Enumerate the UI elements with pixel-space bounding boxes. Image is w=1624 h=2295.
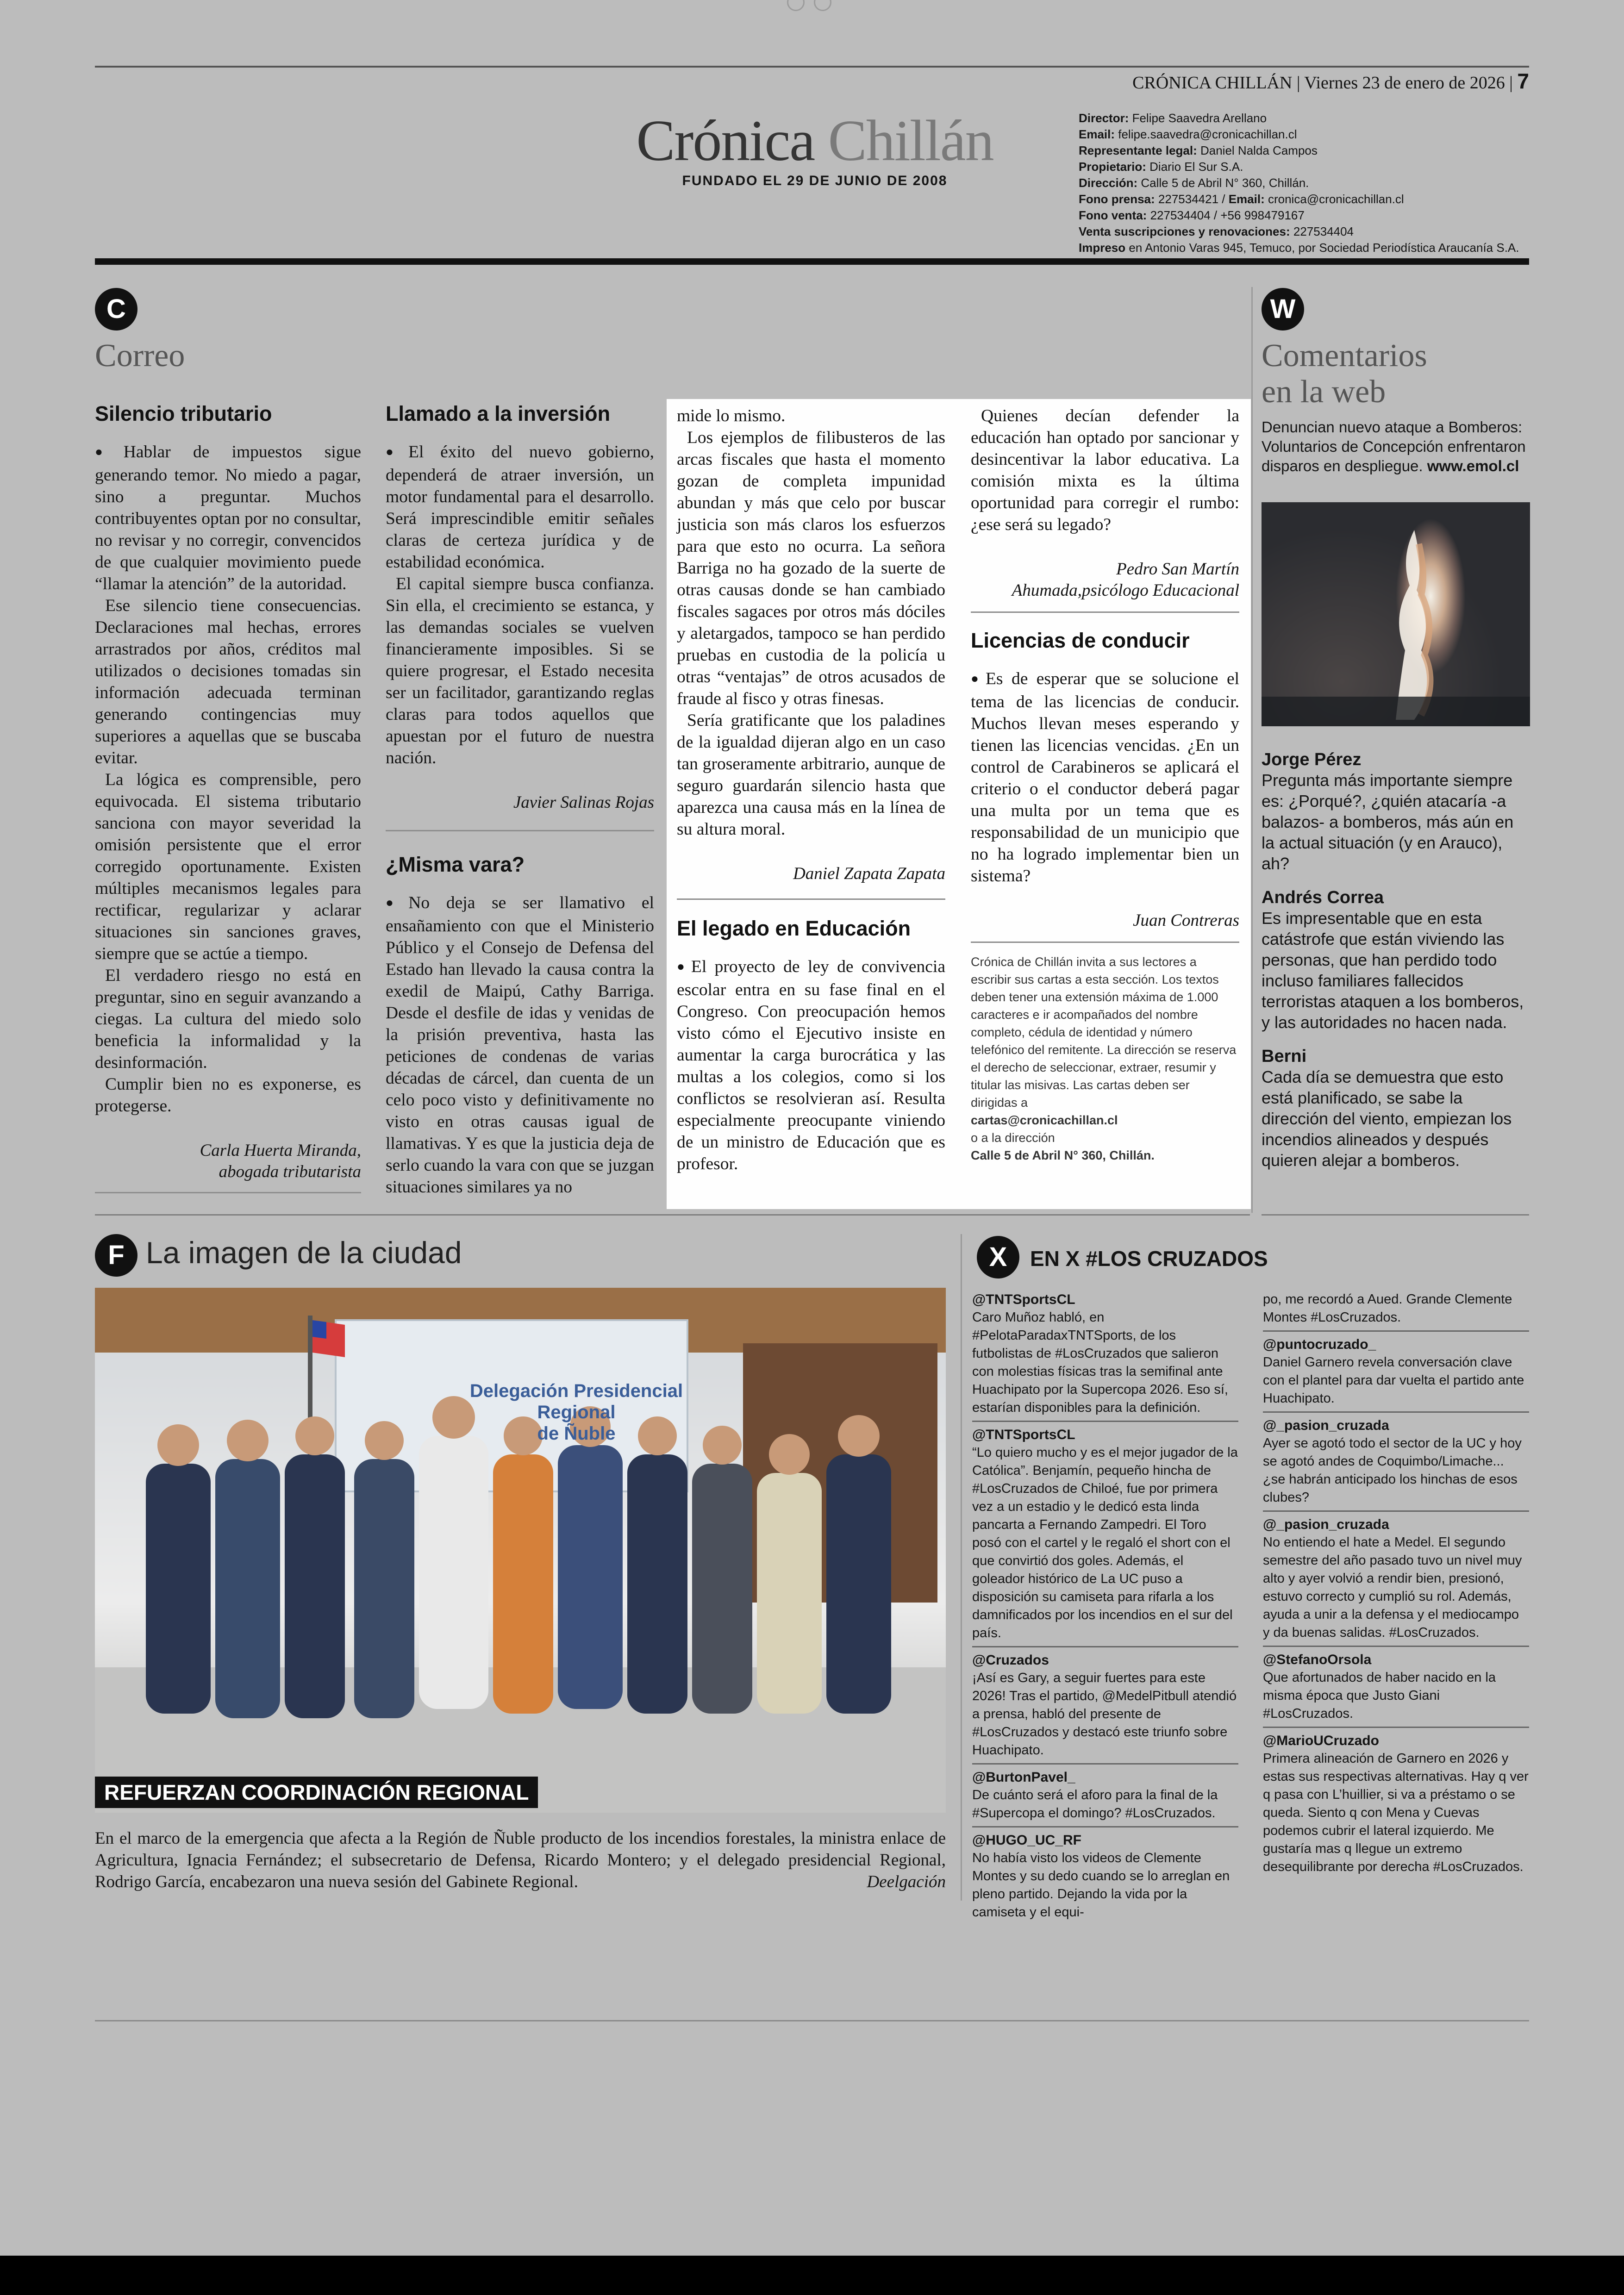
credit-line — [1079, 126, 1532, 143]
submission-note: Crónica de Chillán invita a sus lectores a escribir sus cartas a esta sección. Los textos deben tener una extensión máxima de 1.000 caracteres e ir acompañados del nombre completo, cédula de identidad y número telefónico del remitente. La dirección se reserva el derecho de seleccionar, extraer, resumir y titular las misivas. Las cartas deben ser dirigidas a cartas@cronicachillan.cl o a la dirección Calle 5 de Abril N° 360, Chillán. — [971, 955, 1237, 1162]
tweet-user[interactable]: @TNTSportsCL — [972, 1292, 1075, 1307]
credit-label: Dirección: — [1079, 176, 1141, 190]
letter-signature: Pedro San Martín Ahumada,psicólogo Educacional — [1012, 560, 1239, 600]
tweet-user[interactable]: @BurtonPavel_ — [972, 1770, 1075, 1785]
tweet-text: ¡Así es Gary, a seguir fuertes para este 2026! Tras el partido, @MedelPitbull atendió a prensa, habló del presente de #LosCruzados y destacó este triunfo sobre Huachipato. — [972, 1671, 1237, 1758]
letter-title: Licencias de conducir — [971, 629, 1190, 652]
letter-signature: Javier Salinas Rojas — [513, 793, 654, 812]
letter-title: ¿Misma vara? — [386, 853, 525, 876]
x-feed-column-2 — [1263, 1291, 1529, 1876]
credit-line — [1079, 191, 1532, 207]
letter-llamado — [386, 403, 654, 1198]
tweet-user[interactable]: @StefanoOrsola — [1263, 1652, 1372, 1667]
tweet-user[interactable]: @TNTSportsCL — [972, 1427, 1075, 1442]
column-rule — [971, 942, 1239, 943]
letter-misma-continued — [677, 405, 945, 1175]
credit-line — [1079, 175, 1532, 191]
x-feed-column-1 — [972, 1291, 1238, 1921]
photo-banner-text: Delegación Presidencial Regional de Ñuble — [469, 1381, 683, 1444]
photo-credit: Deelgación — [867, 1872, 946, 1891]
column-rule — [386, 830, 654, 831]
credit-value: 227534404 / +56 998479167 — [1150, 208, 1305, 222]
bottom-rule — [95, 2020, 1529, 2021]
tweet-divider — [1263, 1646, 1529, 1647]
credit-line — [1079, 240, 1532, 256]
tweet-user[interactable]: @_pasion_cruzada — [1263, 1418, 1389, 1433]
letter-paragraph: ● El proyecto de ley de convivencia escolar entra en su fase final en el Congreso. Con preocupación hemos visto cómo el Ejecutivo insiste en aumentar la carga burocrática y las multas a los colegios, como si los conflictos se resolvieran así. Resulta especialmente preocupante viniendo de un ministro de Educación que es profesor. — [677, 956, 945, 1175]
credit-label: Email: — [1228, 192, 1268, 206]
tweet-divider — [1263, 1510, 1529, 1512]
letter-paragraph: La lógica es comprensible, pero equivocada. El sistema tributario sanciona con mayor severidad la omisión persistente que el error corregido oportunamente. Existen múltiples mecanismos legales para rectificar, regularizar y aclarar situaciones sin sanciones graves, siempre que se actúe a tiempo. — [95, 770, 361, 963]
letter-signature: Juan Contreras — [1133, 911, 1239, 930]
letter-paragraph: Los ejemplos de filibusteros de las arcas fiscales que hasta el momento gozan de completa impunidad abundan y más que celo por buscar justicia son más claros los esfuerzos para que esto no ocurra. La señora Barriga no ha gozado de la suerte de otras causas donde se han cambiado fiscales sagaces por otros más dóciles y aletargados, tampoco se han perdido pruebas en custodia de la policía u otras “ventajas” de otros acusados de fraude al fisco y otras finesas. — [677, 428, 945, 708]
x-badge: X — [977, 1236, 1019, 1278]
comentarios-list — [1262, 418, 1530, 476]
city-photo — [95, 1288, 946, 1813]
letter-paragraph: ● El éxito del nuevo gobierno, dependerá de atraer inversión, un motor fundamental para el desarrollo. Será imprescindible emitir señales claras de certeza jurídica y de estabilidad económica. — [386, 441, 654, 573]
tweet-divider — [972, 1646, 1238, 1647]
comment-author: Andrés Correa — [1262, 888, 1384, 907]
letter-paragraph: El capital siempre busca confianza. Sin ella, el crecimiento se estanca, y las demandas sociales se vuelven financieramente imposibles. Si se quiere progresar, el Estado necesita ser un facilitador, garantizando reglas claras para todos aquellos que apuestan por el futuro de nuestra nación. — [386, 574, 654, 767]
letter-body — [971, 405, 1239, 536]
column-divider — [961, 1234, 962, 1901]
photo-caption-bar: REFUERZAN COORDINACIÓN REGIONAL — [95, 1777, 538, 1808]
letter-paragraph: ● Es de esperar que se solucione el tema de las licencias de conducir. Muchos llevan meses esperando y tienen las licencias vencidas. ¿En un control de Carabineros se aplicará el criterio o el conductor deberá pagar una multa por un tema que es responsabilidad de un municipio que no ha logrado implementar bien un sistema? — [971, 668, 1239, 887]
photo-caption: En el marco de la emergencia que afecta a la Región de Ñuble producto de los incendios forestales, la ministra enlace de Agricultura, Ignacia Fernández; el subsecretario de Defensa, Ricardo Montero; y el delegado presidencial Regional, Rodrigo García, encabezaron una nueva sesión del Gabinete Regional. Deelgación — [95, 1827, 946, 1893]
comment-text: Cada día se demuestra que esto está planificado, se sabe la dirección del viento, empiezan los incendios alineados y después quieren alejar a bomberos. — [1262, 1067, 1512, 1170]
staff-credits — [1079, 110, 1532, 256]
credit-value: Felipe Saavedra Arellano — [1132, 111, 1267, 125]
masthead-logo — [630, 111, 1000, 189]
credit-value: 227534421 / — [1158, 192, 1229, 206]
bullet-icon — [677, 957, 691, 976]
letter-body — [95, 441, 361, 1117]
tweet-user[interactable]: @puntocruzado_ — [1263, 1337, 1376, 1352]
credit-value: felipe.saavedra@cronicachillan.cl — [1118, 127, 1297, 141]
correo-badge: C — [95, 288, 137, 331]
credit-label: Director: — [1079, 111, 1132, 125]
letter-signature: Daniel Zapata Zapata — [793, 864, 945, 883]
credit-label: Fono prensa: — [1079, 192, 1158, 206]
letter-body — [677, 405, 945, 840]
letter-title: Silencio tributario — [95, 402, 272, 425]
column-rule — [971, 611, 1239, 613]
comment-author: Berni — [1262, 1047, 1307, 1066]
comentarios-lead: Denuncian nuevo ataque a Bomberos: Voluntarios de Concepción enfrentaron disparos en despliegue. www.emol.cl — [1262, 418, 1526, 474]
section-rule — [95, 1214, 1250, 1216]
comentarios-badge: W — [1262, 288, 1304, 331]
next-dot[interactable] — [814, 0, 831, 11]
header-date: Viernes 23 de enero de 2026 — [1304, 73, 1505, 93]
credit-line — [1079, 224, 1532, 240]
tweet-text: Ayer se agotó todo el sector de la UC y hoy se agotó andes de Coquimbo/Limache... ¿se habrán anticipado los hinchas de esos clubes? — [1263, 1436, 1522, 1505]
city-photo-illustration — [95, 1288, 946, 1813]
tweet-text: Daniel Garnero revela conversación clave con el plantel para dar vuelta el partido ante Huachipato. — [1263, 1355, 1524, 1406]
tweet-text: No había visto los videos de Clemente Montes y su dedo cuando se lo arreglan en pleno partido. Dejando la vida por la camiseta y el equi- — [972, 1851, 1230, 1920]
credit-value: cronica@cronicachillan.cl — [1268, 192, 1404, 206]
credit-line — [1079, 207, 1532, 224]
fire-photo-illustration — [1262, 502, 1530, 726]
logo-word-1: Crónica — [636, 109, 815, 173]
letter-signature: Carla Huerta Miranda, abogada tributarista — [200, 1141, 361, 1181]
letter-paragraph: ● Hablar de impuestos sigue generando temor. No miedo a pagar, sino a preguntar. Muchos contribuyentes optan por no consultar, no revisar y no corregir, convencidos de que cualquier movimiento puede “llamar la atención” de la autoridad. — [95, 441, 361, 595]
credit-label: Fono venta: — [1079, 208, 1150, 222]
tweet-text: “Lo quiero mucho y es el mejor jugador de la Católica”. Benjamín, pequeño hincha de #LosCruzados de Chiloé, fue por primera vez a un estadio y le dedicó esta linda pancarta a Fernando Zampedri. El Toro posó con el cartel y le regaló el short con el que convirtió dos goles. Además, el goleador histórico de La UC puso a disposición su camiseta para rifarla a los damnificados por los incendios en el sur del país. — [972, 1445, 1238, 1640]
letter-legado-continued — [971, 405, 1239, 1164]
tweet-continuation: po, me recordó a Aued. Grande Clemente Montes #LosCruzados. — [1263, 1292, 1512, 1325]
comment-text: Pregunta más importante siempre es: ¿Porqué?, ¿quién atacaría -a balazos- a bomberos, más aún en la actual situación (y en Arauco), ah? — [1262, 771, 1514, 873]
credit-value: Calle 5 de Abril N° 360, Chillán. — [1141, 176, 1309, 190]
tweet-user[interactable]: @HUGO_UC_RF — [972, 1833, 1081, 1848]
section-rule — [1262, 1214, 1529, 1216]
letter-body — [386, 441, 654, 769]
masthead-rule — [95, 258, 1529, 265]
credit-value: Daniel Nalda Campos — [1200, 143, 1318, 157]
letter-body — [386, 892, 654, 1198]
comment-author: Jorge Pérez — [1262, 750, 1362, 769]
comentarios-items — [1262, 740, 1530, 1185]
fire-photo — [1262, 502, 1530, 726]
bullet-icon — [971, 669, 986, 688]
letter-paragraph: El verdadero riesgo no está en preguntar, sino en seguir avanzando a ciegas. La cultura del miedo solo beneficia la informalidad y la desinformación. — [95, 966, 361, 1072]
credit-label: Representante legal: — [1079, 143, 1200, 157]
comment-text: Es impresentable que en esta catástrofe que están viviendo las personas, que han perdido todo incluso familiares fallecidos terroristas ataquen a los bomberos, y las autoridades no hacen nada. — [1262, 909, 1524, 1032]
letter-paragraph: ● No deja se ser llamativo el ensañamiento con que el Ministerio Público y el Consejo de Defensa del Estado han llevado la causa contra la exedil de Maipú, Cathy Barriga. Desde el desfile de idas y venidas de la prisión preventiva, hasta las peticiones de condenas de varias décadas de cárcel, dan cuenta de un celo poco visto y definitivamente no visto en otras causas igual de llamativas. Y es que la justicia deja de serlo cuando la vara con que se juzgan situaciones similares ya no — [386, 892, 654, 1198]
credit-line — [1079, 110, 1532, 126]
credit-value: 227534404 — [1293, 225, 1354, 238]
submission-address: Calle 5 de Abril N° 360, Chillán. — [971, 1148, 1155, 1162]
imagen-title: La imagen de la ciudad — [146, 1235, 462, 1270]
tweet-text: Que afortunados de haber nacido en la misma época que Justo Giani #LosCruzados. — [1263, 1670, 1496, 1721]
tweet-user[interactable]: @_pasion_cruzada — [1263, 1517, 1389, 1532]
letter-paragraph: mide lo mismo. — [677, 406, 786, 425]
page-nav-dots[interactable] — [782, 0, 843, 12]
letter-body — [677, 956, 945, 1175]
correo-title: Correo — [95, 338, 185, 374]
tweet-user[interactable]: @MarioUCruzado — [1263, 1733, 1379, 1748]
submission-email[interactable]: cartas@cronicachillan.cl — [971, 1113, 1118, 1127]
tweet-divider — [1263, 1411, 1529, 1413]
page-header: CRÓNICA CHILLÁN | Viernes 23 de enero de 2026 | 7 — [1132, 69, 1529, 93]
credit-label: Email: — [1079, 127, 1118, 141]
people-group — [146, 1436, 891, 1718]
comentarios-title: Comentarios en la web — [1262, 338, 1427, 410]
letter-paragraph: Cumplir bien no es exponerse, es protegerse. — [95, 1075, 361, 1116]
credit-line — [1079, 159, 1532, 175]
column-rule — [677, 898, 945, 900]
credit-line — [1079, 143, 1532, 159]
letter-title: El legado en Educación — [677, 917, 911, 940]
credit-label: Impreso — [1079, 241, 1129, 255]
credit-value: en Antonio Varas 945, Temuco, por Sociedad Periodística Araucanía S.A. — [1129, 241, 1519, 255]
letter-body — [971, 668, 1239, 887]
imagen-badge: F — [95, 1234, 137, 1277]
tweet-text: Caro Muñoz habló, en #PelotaParadaxTNTSports, de los futbolistas de #LosCruzados que salieron con molestias físicas tras la semifinal ante Huachipato por la Supercopa 2026. Eso sí, estarían disponibles para la definición. — [972, 1310, 1228, 1415]
column-divider — [1251, 287, 1253, 1213]
tweet-text: No entiendo el hate a Medel. El segundo semestre del año pasado tuvo un nivel muy alto y ayer volvió a rendir bien, presionó, estuvo correcto y cumplió su rol. Además, ayuda a unir a la defensa y el mediocampo y da buenas salidas. #LosCruzados. — [1263, 1535, 1522, 1640]
column-rule — [95, 1192, 361, 1193]
tweet-text: De cuánto será el aforo para la final de la #Supercopa el domingo? #LosCruzados. — [972, 1788, 1218, 1821]
letter-title: Llamado a la inversión — [386, 402, 611, 425]
tweet-user[interactable]: @Cruzados — [972, 1653, 1049, 1668]
logo-word-2: Chillán — [828, 109, 993, 173]
bullet-icon — [386, 443, 408, 461]
header-paper-name: CRÓNICA CHILLÁN — [1132, 73, 1293, 93]
tweet-divider — [1263, 1330, 1529, 1332]
x-section-title: EN X #LOS CRUZADOS — [1030, 1247, 1268, 1271]
credit-label: Propietario: — [1079, 160, 1150, 174]
letter-paragraph: Ese silencio tiene consecuencias. Declaraciones mal hechas, errores arrastrados por años, créditos mal utilizados o decisiones tomadas sin información adecuada terminan generando contingencias muy superiores a aquellas que se buscaba evitar. — [95, 596, 361, 767]
credit-label: Venta suscripciones y renovaciones: — [1079, 225, 1293, 238]
tweet-text: Primera alineación de Garnero en 2026 y estas sus respectivas alternativas. Hay q ver q pasa con L’huillier, si va a préstamo o se queda. Siento q con Mena y Cuevas podemos cubrir el lateral izquierdo. Me gustaría mas q llegue un extremo desequilibrante por derecha #LosCruzados. — [1263, 1751, 1529, 1874]
tweet-divider — [1263, 1727, 1529, 1728]
tweet-divider — [972, 1826, 1238, 1827]
bullet-icon — [386, 893, 408, 912]
letter-paragraph: Quienes decían defender la educación han optado por sancionar y desincentivar la labor educativa. La comisión mixta es la última oportunidad para corregir el rumbo: ¿ese será su legado? — [971, 406, 1239, 534]
prev-dot[interactable] — [787, 0, 805, 11]
viewer-bottom-bar — [0, 2256, 1624, 2295]
credit-value: Diario El Sur S.A. — [1149, 160, 1243, 174]
page-number: 7 — [1517, 69, 1529, 93]
letter-silencio — [95, 403, 361, 1193]
letter-paragraph: Sería gratificante que los paladines de la igualdad dijeran algo en un caso tan groseramente arbitrario, aunque de seguro guardarán silencio hasta que aparezca una causa más en la línea de su altura moral. — [677, 711, 945, 839]
bullet-icon — [95, 443, 124, 461]
tweet-divider — [972, 1763, 1238, 1765]
founded-line: FUNDADO EL 29 DE JUNIO DE 2008 — [682, 173, 948, 188]
source-link[interactable]: www.emol.cl — [1427, 457, 1519, 474]
top-rule — [95, 66, 1529, 68]
tweet-divider — [972, 1421, 1238, 1422]
